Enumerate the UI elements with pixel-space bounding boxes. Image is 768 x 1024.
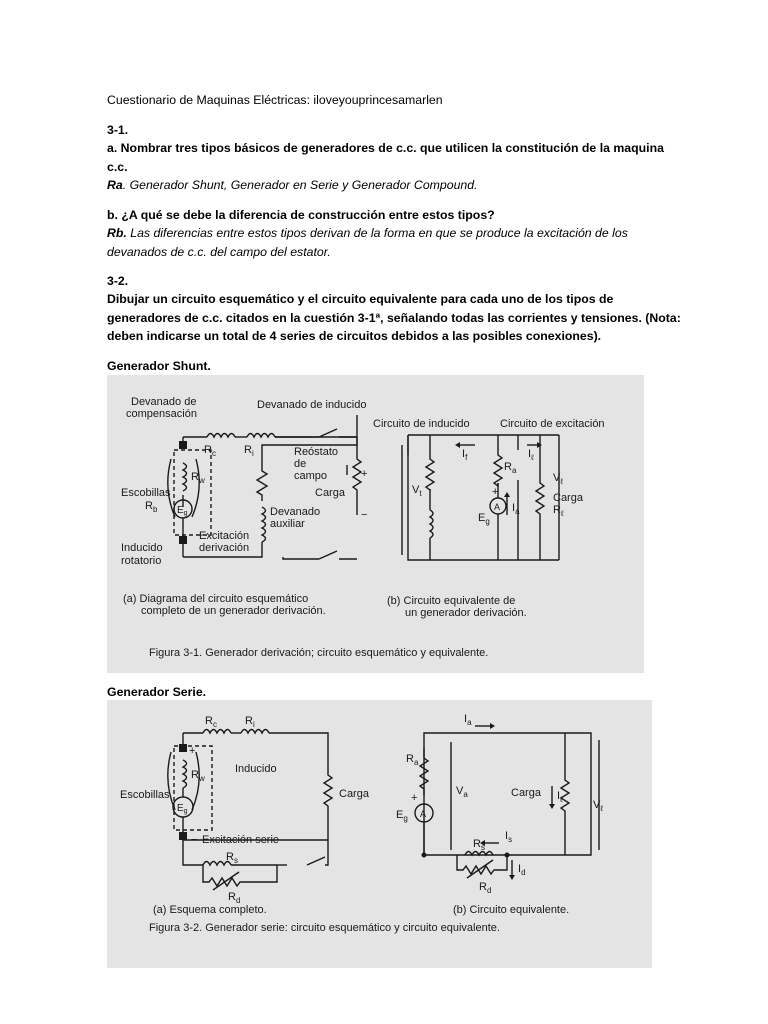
answer-b-line1	[107, 224, 628, 243]
label-plus-b: +	[492, 486, 499, 498]
label-escobillas: Escobillas	[120, 789, 170, 801]
label-excitacion-2: derivación	[199, 542, 250, 554]
label-vl: $V_\ell$	[553, 472, 563, 486]
label-circuito-excitacion: Circuito de excitación	[500, 418, 605, 430]
label-rw: $R_w$	[191, 769, 205, 783]
label-if: $I_f$	[462, 448, 468, 462]
answer-a-label: Ra	[107, 178, 123, 192]
label-va: $V_a$	[456, 785, 468, 799]
label-il: $I_\ell$	[528, 448, 534, 462]
label-reostato-2: de	[294, 458, 307, 470]
label-il: $I_\ell$	[557, 790, 563, 804]
label-excitacion-serie: Excitación serie	[202, 834, 280, 846]
label-reostato-1: Reóstato	[294, 446, 339, 458]
question-number-3-2: 3-2.	[107, 274, 129, 288]
label-minus: −	[191, 834, 198, 846]
label-eg: $E_g$	[177, 803, 188, 815]
label-inducido-2: rotatorio	[121, 555, 162, 567]
question-a-line1: a. Nombrar tres tipos básicos de generadores de c.c. que utilicen la constitución de la maquina	[107, 141, 664, 155]
document-title: Cuestionario de Maquinas Eléctricas: iloveyouprincesamarlen	[107, 93, 443, 107]
label-rl: $R_\ell$	[553, 504, 564, 518]
label-carga: Carga	[339, 788, 369, 800]
figure-3-2-caption: Figura 3-2. Generador serie: circuito esquemático y circuito equivalente.	[149, 922, 500, 934]
label-eg2: $E_g$	[396, 809, 408, 823]
label-devanado-compensacion-1: Devanado de	[131, 396, 197, 408]
answer-b-text: Las diferencias entre estos tipos derivan de la forma en que se produce la excitación de los	[126, 226, 628, 240]
label-inducido-1: Inducido	[121, 542, 163, 554]
caption-b: (b) Circuito equivalente.	[453, 904, 570, 916]
question-a-line2: c.c.	[107, 160, 128, 174]
heading-generador-serie: Generador Serie.	[107, 685, 207, 699]
label-inducido: Inducido	[235, 763, 277, 775]
label-rb: $R_b$	[145, 500, 158, 514]
label-plus: +	[361, 468, 368, 480]
label-carga-b: Carga	[553, 492, 583, 504]
question-number-3-1: 3-1.	[107, 123, 129, 137]
label-rd2: $R_d$	[479, 881, 492, 895]
label-devanado-inducido: Devanado de inducido	[257, 399, 367, 411]
figure-3-1-caption: Figura 3-1. Generador derivación; circuito esquemático y equivalente.	[149, 647, 489, 659]
caption-b-line1: (b) Circuito equivalente de	[387, 595, 516, 607]
label-circuito-inducido: Circuito de inducido	[373, 418, 470, 430]
label-eg: $E_g$	[177, 505, 188, 517]
caption-b-line2: un generador derivación.	[405, 607, 527, 619]
label-carga-b: Carga	[511, 787, 541, 799]
label-rw: $R_w$	[191, 471, 205, 485]
label-devanado-aux-1: Devanado	[270, 506, 321, 518]
label-a-symbol: A	[494, 502, 501, 512]
label-excitacion-1: Excitación	[199, 530, 250, 542]
figure-3-2-drawing	[107, 700, 652, 968]
caption-a-line2: completo de un generador derivación.	[141, 605, 326, 617]
figure-3-1	[107, 375, 644, 673]
label-ri: $R_i$	[244, 444, 254, 458]
label-rs2: $R_s$	[473, 838, 485, 852]
caption-a: (a) Esquema completo.	[153, 904, 267, 916]
label-vt: $V_t$	[412, 484, 422, 498]
label-rc: $R_c$	[205, 715, 217, 729]
question-3-2-line2: generadores de c.c. citados en la cuestión 3-1ª, señalando todas las corrientes y tensiones. (Nota:	[107, 311, 681, 325]
answer-b-label: Rb.	[107, 226, 127, 240]
label-eg2: $E_g$	[478, 512, 490, 526]
caption-a-line1: (a) Diagrama del circuito esquemático	[123, 593, 309, 605]
label-devanado-aux-2: auxiliar	[270, 518, 305, 530]
label-ri: $R_i$	[245, 715, 255, 729]
label-plus: +	[189, 745, 196, 757]
label-minus: −	[361, 509, 368, 521]
label-vl: $V_\ell$	[593, 799, 603, 813]
label-rd: $R_d$	[228, 891, 241, 905]
label-id: $I_d$	[518, 863, 526, 877]
label-escobillas: Escobillas	[121, 487, 171, 499]
figure-3-2	[107, 700, 652, 968]
answer-a	[107, 176, 478, 195]
label-plus-b: +	[411, 792, 418, 804]
label-ra: $R_a$	[406, 753, 419, 767]
question-3-2-line1: Dibujar un circuito esquemático y el circuito equivalente para cada uno de los tipos de	[107, 292, 614, 306]
question-b: b. ¿A qué se debe la diferencia de construcción entre estos tipos?	[107, 208, 495, 222]
label-rc: $R_c$	[204, 444, 216, 458]
label-is: $I_s$	[505, 830, 513, 844]
label-ia: $I_a$	[512, 502, 520, 516]
label-rs: $R_s$	[226, 851, 238, 865]
answer-b-line2: devanados de c.c. del campo del estator.	[107, 245, 331, 259]
label-ia: $I_a$	[464, 713, 472, 727]
label-ra: $R_a$	[504, 461, 517, 475]
heading-generador-shunt: Generador Shunt.	[107, 359, 211, 373]
label-carga: Carga	[315, 487, 345, 499]
label-a-symbol: A	[420, 809, 427, 819]
question-3-2-line3: deben indicarse un total de 4 series de circuitos debidos a las posibles conexiones).	[107, 329, 602, 343]
label-devanado-compensacion-2: compensación	[126, 408, 197, 420]
label-reostato-3: campo	[294, 470, 328, 482]
figure-3-1-drawing	[107, 375, 644, 673]
answer-a-text: . Generador Shunt, Generador en Serie y Generador Compound.	[122, 178, 478, 192]
